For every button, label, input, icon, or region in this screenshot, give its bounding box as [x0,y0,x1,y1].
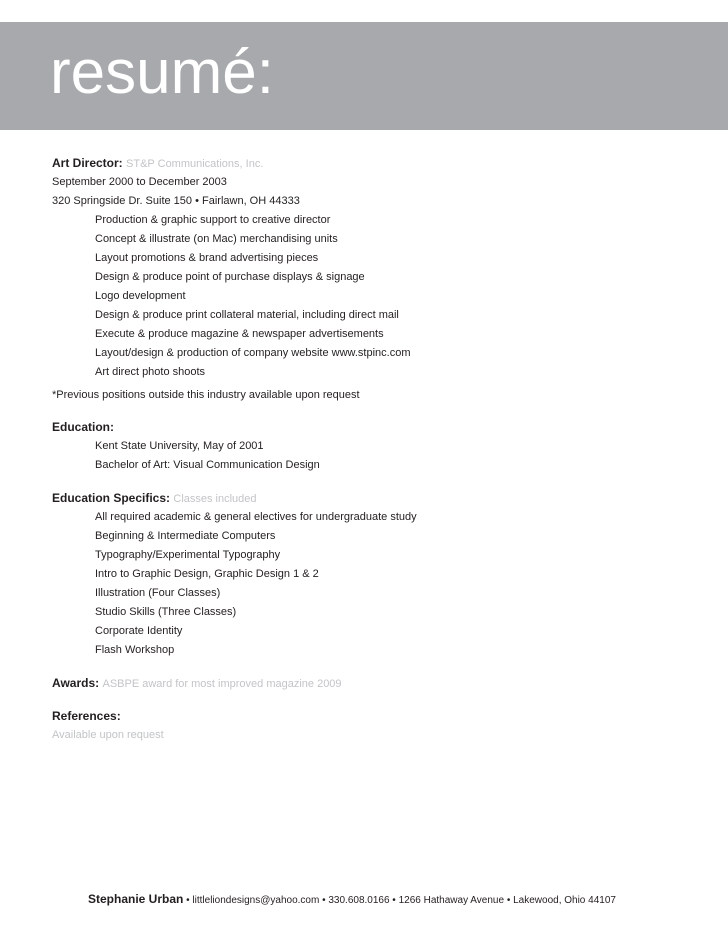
awards-text: ASBPE award for most improved magazine 2009 [102,678,342,690]
education-specifics-section [52,489,712,660]
list-item: Illustration (Four Classes) [95,587,221,599]
list-item: Studio Skills (Three Classes) [95,606,237,618]
education-specifics-heading [52,489,712,508]
footer-contact [88,891,616,909]
references-title: References: [52,709,121,723]
list-item: Corporate Identity [95,625,183,637]
references-heading [52,707,712,726]
job-note: *Previous positions outside this industry available upon request [52,389,360,401]
references-section [52,707,712,745]
job-duties-list [52,211,712,382]
list-item: Layout promotions & brand advertising pieces [95,252,319,264]
list-item: Concept & illustrate (on Mac) merchandising units [95,233,338,245]
list-item: Art direct photo shoots [95,366,206,378]
courses-list [52,508,712,660]
awards-section [52,674,712,693]
list-item: Layout/design & production of company website www.stpinc.com [95,347,411,359]
header-band [0,22,728,130]
list-item: Production & graphic support to creative director [95,214,331,226]
experience-section [52,154,712,405]
education-heading [52,418,712,437]
job-dates: September 2000 to December 2003 [52,176,227,188]
page-title: resumé: [50,38,274,107]
resume-content [52,154,712,745]
list-item: Intro to Graphic Design, Graphic Design 1 & 2 [95,568,319,580]
education-school: Kent State University, May of 2001 [95,440,264,452]
list-item: Typography/Experimental Typography [95,549,281,561]
job-address: 320 Springside Dr. Suite 150 • Fairlawn, OH 44333 [52,195,300,207]
education-specifics-title: Education Specifics: [52,491,171,505]
list-item: Execute & produce magazine & newspaper advertisements [95,328,384,340]
footer-contact-details: • littleliondesigns@yahoo.com • 330.608.0166 • 1266 Hathaway Avenue • Lakewood, Ohio 44107 [183,895,616,906]
list-item: Logo development [95,290,186,302]
job-company: ST&P Communications, Inc. [126,158,264,170]
footer-name: Stephanie Urban [88,892,184,906]
list-item: Design & produce print collateral material, including direct mail [95,309,399,321]
education-section [52,418,712,475]
education-degree: Bachelor of Art: Visual Communication Design [95,459,320,471]
list-item: Design & produce point of purchase displays & signage [95,271,365,283]
job-heading [52,154,712,173]
references-text: Available upon request [52,729,164,741]
education-specifics-subtitle: Classes included [173,493,257,505]
list-item: All required academic & general electives for undergraduate study [95,511,417,523]
list-item: Beginning & Intermediate Computers [95,530,276,542]
job-title: Art Director: [52,156,123,170]
education-title: Education: [52,420,114,434]
list-item: Flash Workshop [95,644,175,656]
awards-title: Awards: [52,676,100,690]
awards-heading [52,674,712,693]
